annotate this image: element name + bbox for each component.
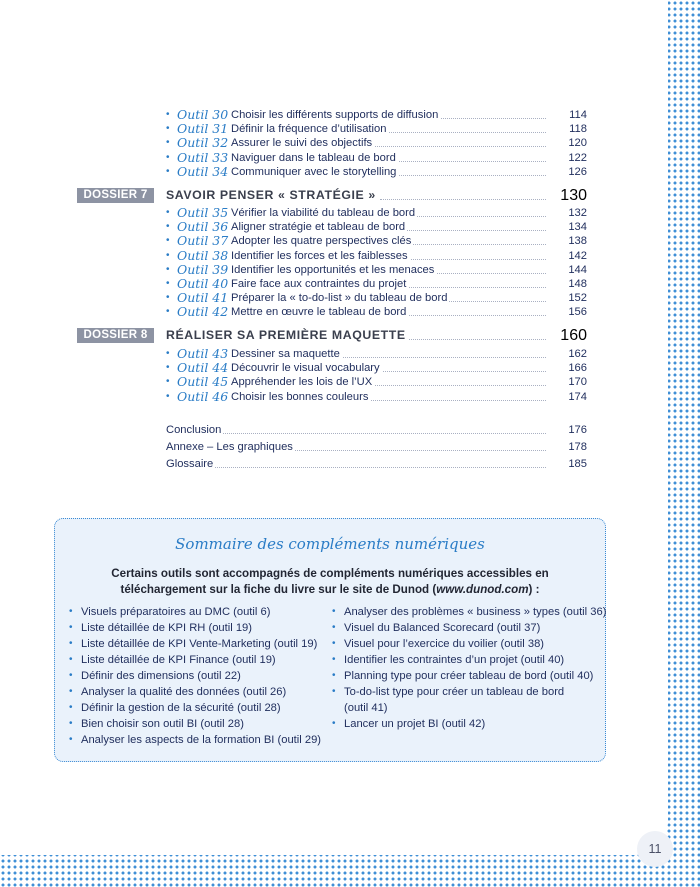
- toc-entry: [0, 136, 600, 150]
- complement-item-label: Analyser des problèmes « business » types (outil 36): [344, 606, 607, 618]
- toc-entry-page: 162: [547, 347, 587, 361]
- bullet-icon: •: [332, 686, 336, 697]
- toc-entry: [0, 361, 600, 375]
- bullet-icon: •: [166, 348, 170, 359]
- toc-entry: [0, 165, 600, 179]
- outil-number: Outil 32: [177, 135, 229, 151]
- toc-entry: [0, 390, 600, 404]
- dossier-header: [0, 188, 600, 204]
- complement-item: [69, 668, 321, 684]
- toc-entry-page: 122: [547, 151, 587, 165]
- toc-entry-page: 144: [547, 263, 587, 277]
- toc-entry: [0, 347, 600, 361]
- toc-entry-page: 134: [547, 220, 587, 234]
- toc-entry: [0, 375, 600, 389]
- bullet-icon: •: [332, 670, 336, 681]
- toc-extra-title: Conclusion: [166, 424, 222, 436]
- toc-entry-title: Découvrir le visual vocabulary: [231, 362, 380, 375]
- complement-item-label: Lancer un projet BI (outil 42): [344, 718, 486, 730]
- bullet-icon: •: [166, 362, 170, 374]
- bullet-icon: •: [332, 606, 336, 617]
- toc-entry: [0, 122, 600, 136]
- dossier-tag: DOSSIER 7: [77, 188, 154, 203]
- complement-item: [69, 636, 321, 652]
- toc-entry: [0, 305, 600, 319]
- toc-entry-title: Vérifier la viabilité du tableau de bord: [231, 207, 416, 219]
- toc-entry-title: Choisir les bonnes couleurs: [231, 390, 369, 403]
- bullet-icon: •: [166, 263, 170, 275]
- complements-right-column: [332, 604, 606, 732]
- complement-item-label: To-do-list type pour créer un tableau de bord: [344, 686, 565, 698]
- toc-entry-title: Dessiner sa maquette: [231, 348, 340, 360]
- complement-item: [332, 668, 606, 684]
- complement-item-label: Liste détaillée de KPI Finance (outil 19): [81, 654, 276, 666]
- toc-extra-page: 176: [547, 423, 587, 437]
- bullet-icon: •: [69, 654, 73, 665]
- toc-entry-title: Mettre en œuvre le tableau de bord: [231, 306, 407, 319]
- complement-item: [332, 620, 606, 636]
- outil-number: Outil 38: [177, 247, 229, 263]
- intro-line-2-end: ) :: [528, 583, 540, 596]
- toc-entry-title: Identifier les forces et les faiblesses: [231, 249, 408, 262]
- outil-number: Outil 41: [177, 290, 229, 306]
- outil-number: Outil 33: [177, 149, 229, 165]
- bullet-icon: •: [166, 278, 170, 289]
- page-number: 11: [637, 831, 673, 867]
- complement-item: [69, 684, 321, 700]
- toc-entry-title: Communiquer avec le storytelling: [231, 165, 397, 178]
- toc-entry: [0, 291, 600, 305]
- toc-entry-title: Naviguer dans le tableau de bord: [231, 151, 396, 164]
- toc-entry-title: Aligner stratégie et tableau de bord: [231, 221, 406, 234]
- toc-entry: [0, 277, 600, 291]
- toc-entry-page: 148: [547, 277, 587, 291]
- toc-entry: [0, 234, 600, 248]
- outil-number: Outil 30: [177, 107, 229, 122]
- bullet-icon: •: [166, 109, 170, 120]
- complement-item-label: Analyser les aspects de la formation BI (outil 29): [81, 734, 322, 746]
- toc-entry-page: 138: [547, 234, 587, 248]
- complement-item-label: Planning type pour créer tableau de bord (outil 40): [344, 670, 594, 682]
- toc-extra-page: 178: [547, 440, 587, 454]
- toc-entry-page: 170: [547, 375, 587, 389]
- dossier-page: 130: [547, 188, 587, 203]
- complement-item-label: Visuels préparatoires au DMC (outil 6): [81, 606, 271, 618]
- outil-number: Outil 45: [177, 374, 229, 390]
- complement-item-label: Identifier les contraintes d’un projet (outil 40): [344, 654, 565, 666]
- complement-item-label: Définir la gestion de la sécurité (outil 28): [81, 702, 281, 714]
- toc-entry: [0, 108, 600, 122]
- complement-item: [332, 604, 606, 620]
- complements-left-column: [69, 604, 321, 748]
- complement-item-label: Visuel du Balanced Scorecard (outil 37): [344, 622, 541, 634]
- complements-heading: Sommaire des compléments numériques: [175, 535, 485, 553]
- complement-item-label: Liste détaillée de KPI Vente-Marketing (outil 19): [81, 638, 318, 650]
- complement-item: [332, 700, 606, 716]
- dossier-title: SAVOIR PENSER « STRATÉGIE »: [166, 188, 376, 202]
- toc-entry-title: Préparer la « to-do-list » du tableau de bord: [231, 292, 448, 305]
- outil-number: Outil 43: [177, 346, 229, 361]
- dot-leader: [175, 467, 566, 468]
- toc-entry-page: 132: [547, 206, 587, 220]
- complements-intro: [85, 566, 575, 598]
- bullet-icon: •: [166, 207, 170, 218]
- bullet-icon: •: [69, 734, 73, 745]
- complement-item: [69, 700, 321, 716]
- toc-extra-entry: [0, 423, 600, 437]
- bullet-icon: •: [166, 306, 170, 318]
- dossier-page: 160: [547, 328, 587, 343]
- complement-item-label: (outil 41): [344, 702, 388, 714]
- outil-number: Outil 39: [177, 261, 229, 277]
- toc-entry: [0, 151, 600, 165]
- toc-entry-page: 156: [547, 305, 587, 319]
- outil-number: Outil 42: [177, 304, 229, 320]
- complement-item: [69, 732, 321, 748]
- outil-number: Outil 36: [177, 219, 229, 235]
- toc-entry: [0, 220, 600, 234]
- dossier-tag: DOSSIER 8: [77, 328, 154, 343]
- complement-item-label: Visuel pour l’exercice du voilier (outil 38): [344, 638, 545, 650]
- bullet-icon: •: [69, 606, 73, 617]
- outil-number: Outil 35: [177, 205, 229, 220]
- toc-extra-entry: [0, 440, 600, 454]
- complement-item: [332, 636, 606, 652]
- complement-item: [332, 652, 606, 668]
- intro-line-1: Certains outils sont accompagnés de compléments numériques accessibles en: [111, 567, 549, 580]
- dunod-site-link[interactable]: www.dunod.com: [436, 583, 529, 596]
- bullet-icon: •: [166, 151, 170, 163]
- toc-entry-title: Identifier les opportunités et les menaces: [231, 263, 435, 276]
- complement-item: [69, 652, 321, 668]
- complement-item-label: Définir des dimensions (outil 22): [81, 670, 241, 682]
- outil-number: Outil 37: [177, 233, 229, 249]
- bullet-icon: •: [166, 165, 170, 177]
- outil-number: Outil 44: [177, 360, 229, 376]
- bullet-icon: •: [69, 670, 73, 681]
- bullet-icon: •: [166, 221, 170, 233]
- bullet-icon: •: [69, 686, 73, 697]
- toc-entry-title: Choisir les différents supports de diffusion: [231, 109, 439, 121]
- outil-number: Outil 34: [177, 163, 229, 179]
- bullet-icon: •: [69, 622, 73, 633]
- bullet-icon: •: [166, 235, 170, 247]
- toc-entry-page: 142: [547, 249, 587, 263]
- bullet-icon: •: [332, 622, 336, 633]
- complement-item: [69, 604, 321, 620]
- toc-entry-title: Faire face aux contraintes du projet: [231, 278, 407, 290]
- dot-leader: [380, 199, 566, 200]
- complements-box: [54, 518, 606, 762]
- bullet-icon: •: [166, 292, 170, 304]
- complement-item-label: Bien choisir son outil BI (outil 28): [81, 718, 244, 730]
- bullet-icon: •: [166, 376, 170, 388]
- bullet-icon: •: [69, 702, 73, 713]
- intro-line-2-start: téléchargement sur la fiche du livre sur le site de Dunod (: [120, 583, 437, 596]
- toc-extra-title: Annexe – Les graphiques: [166, 441, 293, 453]
- complement-item: [69, 716, 321, 732]
- toc-entry-page: 174: [547, 390, 587, 404]
- toc-entry-title: Assurer le suivi des objectifs: [231, 137, 373, 150]
- toc-entry-page: 126: [547, 165, 587, 179]
- toc-extra-page: 185: [547, 457, 587, 471]
- toc-entry-page: 114: [547, 108, 587, 122]
- complement-item: [332, 684, 606, 700]
- bullet-icon: •: [166, 390, 170, 402]
- toc-entry: [0, 249, 600, 263]
- dossier-title: RÉALISER SA PREMIÈRE MAQUETTE: [166, 328, 406, 342]
- bullet-icon: •: [166, 123, 170, 135]
- outil-number: Outil 40: [177, 276, 229, 291]
- bullet-icon: •: [332, 718, 336, 729]
- outil-number: Outil 46: [177, 388, 229, 404]
- toc-entry-page: 118: [547, 122, 587, 136]
- dot-leader: [380, 339, 566, 340]
- bullet-icon: •: [166, 249, 170, 261]
- outil-number: Outil 31: [177, 121, 229, 137]
- toc-entry-title: Adopter les quatre perspectives clés: [231, 235, 412, 248]
- toc-entry-title: Appréhender les lois de l’UX: [231, 376, 373, 389]
- toc-extra-entry: [0, 457, 600, 471]
- complement-item: [332, 716, 606, 732]
- bullet-icon: •: [69, 638, 73, 649]
- bullet-icon: •: [332, 654, 336, 665]
- complement-item-label: Analyser la qualité des données (outil 26): [81, 686, 287, 698]
- toc-entry-page: 152: [547, 291, 587, 305]
- bullet-icon: •: [332, 638, 336, 649]
- bullet-icon: •: [166, 137, 170, 149]
- toc-entry-page: 166: [547, 361, 587, 375]
- dot-leader: [175, 433, 566, 434]
- toc-entry: [0, 263, 600, 277]
- complement-item: [69, 620, 321, 636]
- toc-extra-title: Glossaire: [166, 458, 214, 470]
- dossier-header: [0, 328, 600, 344]
- toc-entry-title: Définir la fréquence d’utilisation: [231, 123, 387, 136]
- toc-entry: [0, 206, 600, 220]
- complement-item-label: Liste détaillée de KPI RH (outil 19): [81, 622, 253, 634]
- toc-entry-page: 120: [547, 136, 587, 150]
- bullet-icon: •: [69, 718, 73, 729]
